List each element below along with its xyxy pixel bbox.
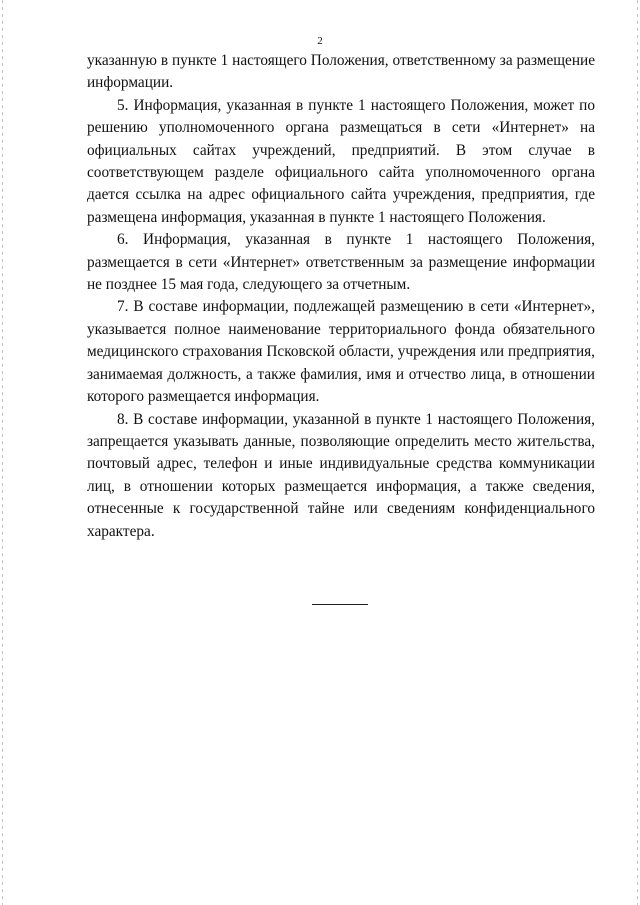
closing-rule xyxy=(312,604,368,605)
scan-edge-left xyxy=(2,0,3,905)
paragraph-8: 8. В составе информации, указанной в пункте 1 настоящего Положения, запрещается указывать данные, позволяющие определить место жительства, почтовый адрес, телефон и иные индивидуальные средства коммуникации лиц, в отношении которых размещается информация, а также сведения, отнесенные к государственной тайне или сведениям конфиденциального характера. xyxy=(87,410,595,540)
paragraph-6: 6. Информация, указанная в пункте 1 настоящего Положения, размещается в сети «Интернет» ответственным за размещение информации не позднее 15 мая года, следующего за отчетным. xyxy=(87,231,595,294)
paragraph-7: 7. В составе информации, подлежащей размещению в сети «Интернет», указывается полное наименование территориального фонда обязательного медицинского страхования Псковской области, учреждения или предприятия, занимаемая должность, а также фамилия, имя и отчество лица, в отношении которого размещается информация. xyxy=(87,298,595,406)
document-body xyxy=(87,50,595,543)
paragraph-continuation: указанную в пункте 1 настоящего Положения, ответственному за размещение информации. xyxy=(87,52,595,92)
page-number: 2 xyxy=(317,35,323,47)
paragraph-5: 5. Информация, указанная в пункте 1 настоящего Положения, может по решению уполномоченного органа размещаться в сети «Интернет» на официальных сайтах учреждений, предприятий. В этом случае в соответствующем разделе официального сайта уполномоченного органа дается ссылка на адрес официального сайта учреждения, предприятия, где размещена информация, указанная в пункте 1 настоящего Положения. xyxy=(87,96,595,226)
scan-edge-right xyxy=(637,0,638,905)
